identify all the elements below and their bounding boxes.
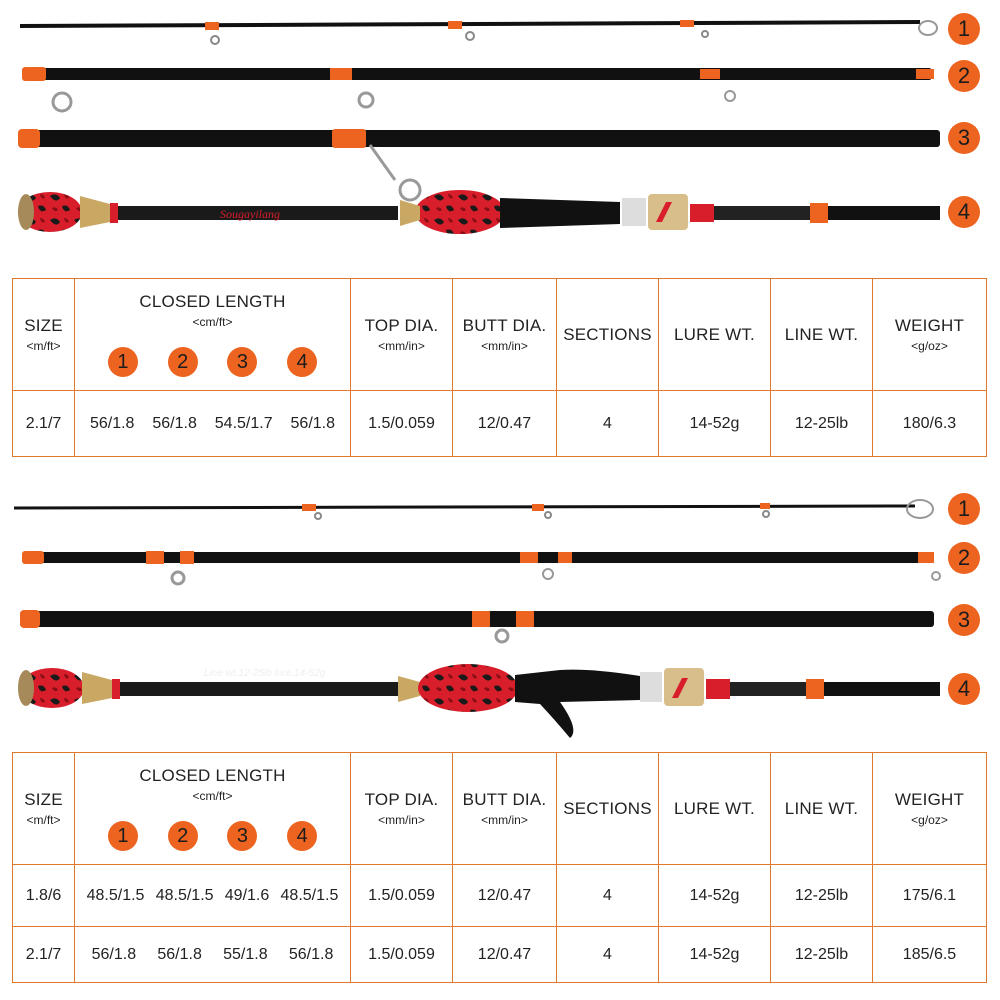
cell-len-1: 56/1.8 (91, 945, 137, 963)
cell-top-dia: 1.5/0.059 (351, 865, 453, 927)
section-marker-4: 4 (287, 347, 317, 377)
section-badge-4: 4 (948, 673, 980, 705)
header-closed-length: CLOSED LENGTH <cm/ft> 1 2 3 4 (75, 279, 351, 391)
header-size: SIZE <m/ft> (13, 279, 75, 391)
cell-weight: 180/6.3 (873, 391, 987, 457)
header-weight: WEIGHT <g/oz> (873, 753, 987, 865)
header-butt-dia: BUTT DIA. <mm/in> (453, 279, 557, 391)
section-badge-2: 2 (948, 542, 980, 574)
cell-size: 1.8/6 (13, 865, 75, 927)
section-marker-3: 3 (227, 347, 257, 377)
cell-line-wt: 12-25lb (771, 927, 873, 983)
header-top-dia: TOP DIA. <mm/in> (351, 279, 453, 391)
rod-section-1 (20, 20, 937, 44)
spinning-spec-table (12, 278, 987, 457)
section-badge-1: 1 (948, 493, 980, 525)
section-marker-1: 1 (108, 821, 138, 851)
header-closed-length: CLOSED LENGTH <cm/ft> 1 2 3 4 (75, 753, 351, 865)
cell-line-wt: 12-25lb (771, 391, 873, 457)
header-lure-wt: LURE WT. (659, 279, 771, 391)
casting-rod-illustration (0, 480, 1000, 750)
header-line-wt: LINE WT. (771, 753, 873, 865)
rod-section-1 (14, 500, 933, 519)
casting-spec-table (12, 752, 987, 983)
section-marker-1: 1 (108, 347, 138, 377)
cell-lure-wt: 14-52g (659, 391, 771, 457)
cell-len-2: 56/1.8 (157, 945, 202, 963)
spinning-rod-sections (0, 0, 1000, 250)
header-top-dia: TOP DIA. <mm/in> (351, 753, 453, 865)
header-weight: WEIGHT <g/oz> (873, 279, 987, 391)
rod-section-2 (22, 67, 934, 111)
cell-weight: 185/6.5 (873, 927, 987, 983)
section-badge-2: 2 (948, 60, 980, 92)
cell-len-4: 56/1.8 (288, 945, 334, 963)
section-marker-2: 2 (168, 821, 198, 851)
header-size: SIZE <m/ft> (13, 753, 75, 865)
cell-top-dia: 1.5/0.059 (351, 391, 453, 457)
header-butt-dia: BUTT DIA. <mm/in> (453, 753, 557, 865)
header-line-wt: LINE WT. (771, 279, 873, 391)
table-header-row (13, 753, 987, 865)
rod-spec-print: Line wt.12-25lb lure.14-52g (204, 668, 326, 679)
section-badge-3: 3 (948, 604, 980, 636)
cell-sections: 4 (557, 865, 659, 927)
cell-len-2: 48.5/1.5 (155, 886, 214, 904)
section-badge-3: 3 (948, 122, 980, 154)
section-badge-4: 4 (948, 196, 980, 228)
section-badge-1: 1 (948, 13, 980, 45)
header-sections: SECTIONS (557, 279, 659, 391)
rod-section-3 (18, 129, 940, 180)
cell-weight: 175/6.1 (873, 865, 987, 927)
cell-butt-dia: 12/0.47 (453, 391, 557, 457)
rod-section-2 (22, 551, 940, 584)
cell-butt-dia: 12/0.47 (453, 927, 557, 983)
cell-len-3: 55/1.8 (223, 945, 268, 963)
rod-section-3 (20, 610, 934, 642)
cell-size: 2.1/7 (13, 927, 75, 983)
rod-brand-text: Sougayilang (220, 207, 280, 221)
cell-closed-length (75, 865, 351, 927)
cell-top-dia: 1.5/0.059 (351, 927, 453, 983)
cell-closed-length (75, 927, 351, 983)
rod-section-4 (18, 180, 940, 234)
cell-butt-dia: 12/0.47 (453, 865, 557, 927)
cell-sections: 4 (557, 927, 659, 983)
cell-sections: 4 (557, 391, 659, 457)
cell-size: 2.1/7 (13, 391, 75, 457)
cell-lure-wt: 14-52g (659, 865, 771, 927)
cell-len-1: 56/1.8 (89, 414, 135, 432)
header-lure-wt: LURE WT. (659, 753, 771, 865)
table-row (13, 391, 987, 457)
rod-section-4 (18, 664, 940, 738)
spinning-rod-illustration (0, 0, 1000, 250)
table-row (13, 927, 987, 983)
cell-line-wt: 12-25lb (771, 865, 873, 927)
table-header-row (13, 279, 987, 391)
cell-len-4: 56/1.8 (290, 414, 335, 432)
cell-len-4: 48.5/1.5 (280, 886, 339, 904)
cell-len-3: 49/1.6 (224, 886, 270, 904)
table-row (13, 865, 987, 927)
casting-rod-sections (0, 480, 1000, 750)
cell-len-2: 56/1.8 (152, 414, 197, 432)
section-marker-3: 3 (227, 821, 257, 851)
cell-closed-length (75, 391, 351, 457)
cell-lure-wt: 14-52g (659, 927, 771, 983)
header-sections: SECTIONS (557, 753, 659, 865)
section-marker-2: 2 (168, 347, 198, 377)
cell-len-3: 54.5/1.7 (214, 414, 273, 432)
cell-len-1: 48.5/1.5 (86, 886, 145, 904)
section-marker-4: 4 (287, 821, 317, 851)
